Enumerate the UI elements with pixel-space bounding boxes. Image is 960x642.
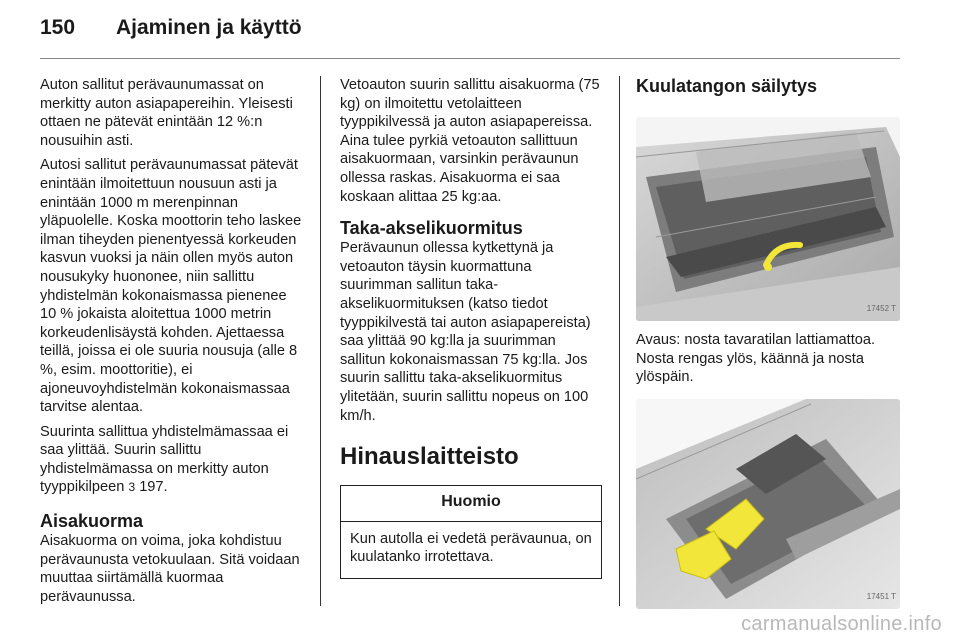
paragraph: Avaus: nosta tavaratilan lattiamattoa. Nosta rengas ylös, käännä ja nosta ylöspäin. <box>636 332 876 386</box>
trunk-floor-illustration <box>636 117 900 321</box>
section-heading-hinauslaitteisto: Hinauslaitteisto <box>340 443 519 471</box>
note-box <box>340 485 602 579</box>
tow-bar-storage-illustration <box>636 399 900 609</box>
section-heading-kuulatangon-sailytys: Kuulatangon säilytys <box>636 76 818 96</box>
page-title: Ajaminen ja käyttö <box>116 16 302 39</box>
note-body: Kun autolla ei vedetä perävaunua, on kuulatanko irrotettava. <box>350 530 592 566</box>
tow-bar-storage-drawing <box>636 399 900 609</box>
watermark: carmanualsonline.info <box>741 613 942 635</box>
paragraph: Vetoauton suurin sallittu aisakuorma (75 kg) on ilmoitettu vetolaitteen tyyppikilvessä ja auton asiapapereissa. Aina tulee pyrkiä vetoauton sallittuun aisakuormaan, varsinkin perävaunun ollessa raskas. Aisakuorma ei saa koskaan alittaa 25 kg:aa. <box>340 77 600 205</box>
page-number: 150 <box>40 16 76 39</box>
page-reference-arrow: 3 <box>128 480 136 495</box>
column-divider-2 <box>619 76 620 606</box>
header-rule <box>40 58 900 59</box>
column-1 <box>40 76 306 612</box>
paragraph: Perävaunun ollessa kytkettynä ja vetoauton täysin kuormattuna suurimman sallitun taka-akselikuormituksen (katso tiedot tyyppikilvestä tai auton asiapapereista) saa ylittää 90 kg:lla ja suurimman sallitun kokonaismassan 75 kg:lla. Jos suurin sallittu taka-akselikuormitus ylitetään, suurin sallittu nopeus on 100 km/h. <box>340 240 591 424</box>
section-heading-aisakuorma: Aisakuorma <box>40 511 144 532</box>
page-reference-link[interactable]: 197. <box>139 479 168 496</box>
paragraph: Aisakuorma on voima, joka kohdistuu perävaunusta vetokuulaan. Sitä voidaan muuttaa siirtämällä kuormaa perävaunussa. <box>40 533 300 605</box>
trunk-floor-drawing <box>636 117 900 321</box>
paragraph-text: Suurinta sallittua yhdistelmämassaa ei saa ylittää. Suurin sallittu yhdistelmämassa on merkitty auton tyyppikilpeen <box>40 423 289 496</box>
column-2 <box>340 76 604 579</box>
paragraph <box>40 423 306 497</box>
column-3 <box>636 76 906 609</box>
figure-number: 17451 T <box>866 592 896 602</box>
column-divider-1 <box>320 76 321 606</box>
note-title: Huomio <box>341 486 601 522</box>
paragraph: Auton sallitut perävaunumassat on merkitty auton asiapapereihin. Yleisesti ottaen ne pätevät enintään 12 %:n nousuihin asti. <box>40 77 293 149</box>
paragraph: Autosi sallitut perävaunumassat pätevät enintään ilmoitettuun nousuun asti ja enintään 1000 m merenpinnan yläpuolelle. Koska moottorin teho laskee ilman tiheyden pienentyessä korkeuden kasvun vuoksi ja näin ollen myös auton nousukyky huononee, niin sallittu yhdistelmän kokonaismassa pienenee 10 % jokaista aloitettua 1000 metrin korkeudenlisäystä kohden. Ajettaessa teillä, joissa ei ole suuria nousuja (alle 8 %, esim. moottoritie), ei ajoneuvoyhdistelmän kokonaismassaa tarvitse alentaa. <box>40 157 302 416</box>
figure-number: 17452 T <box>866 304 896 314</box>
section-heading-taka-akselikuormitus: Taka-akselikuormitus <box>340 218 523 239</box>
